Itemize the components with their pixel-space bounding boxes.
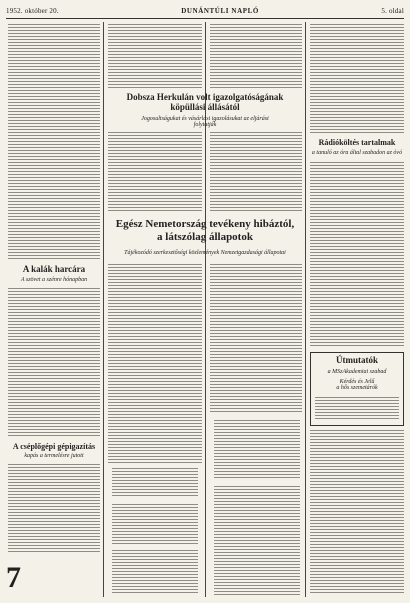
text-block [108,24,202,88]
text-block [8,464,100,554]
left-subheadline-2: kapás a termelésre jutott [24,453,84,459]
issue-date: 1952. október 20. [6,7,59,15]
left-subheadline: A szövet a szénre hónapban [20,277,88,283]
column-divider [305,22,306,597]
article-subheadline: Jogosultságukat és vásárlási igazolásukat az eljárást folytatják [141,116,269,128]
text-block [210,24,302,88]
column-divider [103,22,104,597]
article-headline: Dobsza Herkulán volt igazolgatóságának köpüllási állásától [126,92,284,113]
text-block [310,162,404,347]
text-block [315,397,399,421]
text-block [210,264,302,414]
left-headline-2: A cséplőgépi gépigazítás [12,442,96,451]
header-rule [6,18,404,19]
page-header [6,6,404,16]
text-block [8,288,100,438]
page-number: 5. oldal [381,7,404,15]
main-subheadline: Tájékozódó szerkesztőségi közlemények Nemzetgazdasági állapotai [124,250,286,256]
right-column-headline: Rádióköltés tartalmak [318,138,396,147]
boxed-notice-sub-2: Kérdés és Jelű a hős szemetárók [336,379,378,391]
main-headline: Egész Nemetország tevékeny hibáztól, a látszólag állapotok [115,218,295,243]
newspaper-title: DUNÁNTÚLI NAPLÓ [181,7,259,15]
boxed-notice-headline: Útmutatók [336,355,378,365]
text-block [112,550,198,595]
left-headline: A kalák harcára [22,264,86,274]
text-block [310,24,404,134]
right-column-subheadline: a tanuló az óra által szabadon az óvó [311,150,403,156]
text-block [108,264,202,464]
text-block [8,24,100,259]
page-marker: 7 [6,561,21,594]
text-block [210,132,302,212]
text-block [310,430,404,595]
text-block [214,420,300,480]
boxed-notice [310,352,404,426]
text-block [214,486,300,595]
boxed-notice-sub: a MSzAkademiai szabad [327,369,387,375]
text-block [108,132,202,212]
text-block [112,504,198,544]
text-block [112,468,198,498]
